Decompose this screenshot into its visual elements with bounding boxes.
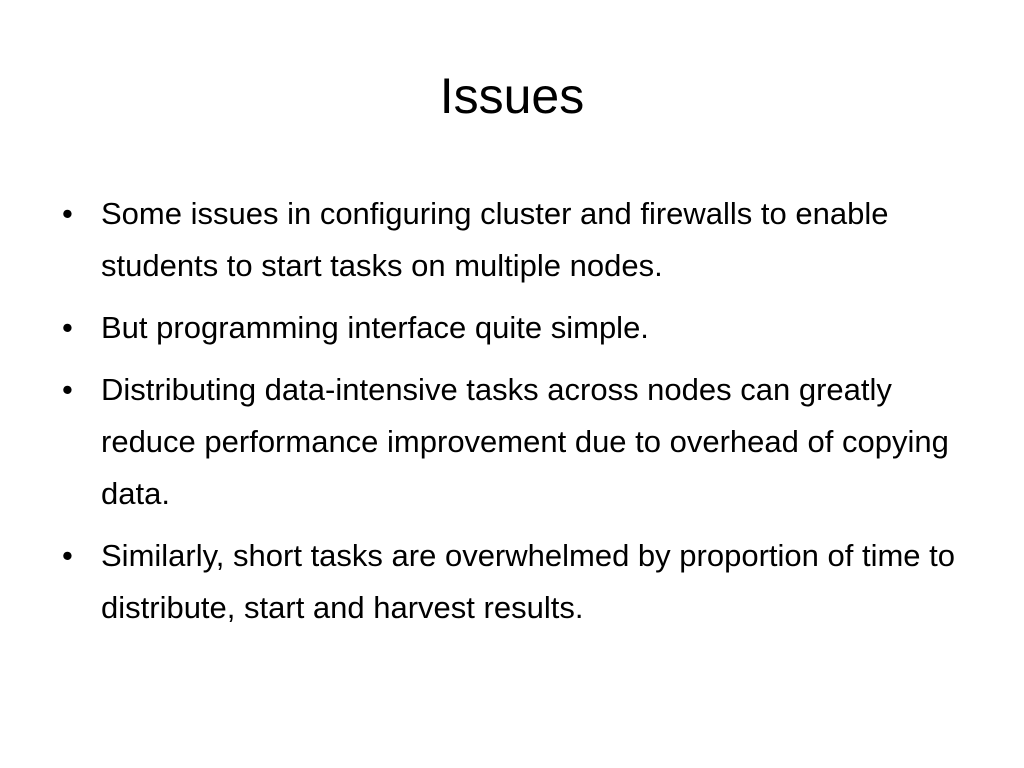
bullet-list [62, 188, 982, 644]
bullet-text: Distributing data-intensive tasks across nodes can greatly reduce performance improvement due to overhead of copying data. [101, 372, 949, 511]
bullet-dot-icon: • [62, 196, 73, 231]
bullet-text: Some issues in configuring cluster and firewalls to enable students to start tasks on multiple nodes. [101, 196, 889, 283]
bullet-dot-icon: • [62, 538, 73, 573]
bullet-item [62, 530, 982, 634]
bullet-text: Similarly, short tasks are overwhelmed by proportion of time to distribute, start and harvest results. [101, 538, 955, 625]
bullet-item [62, 188, 982, 292]
slide-title: Issues [439, 68, 585, 124]
bullet-text: But programming interface quite simple. [101, 310, 649, 345]
bullet-dot-icon: • [62, 372, 73, 407]
bullet-item [62, 302, 982, 354]
bullet-dot-icon: • [62, 310, 73, 345]
bullet-item [62, 364, 982, 520]
